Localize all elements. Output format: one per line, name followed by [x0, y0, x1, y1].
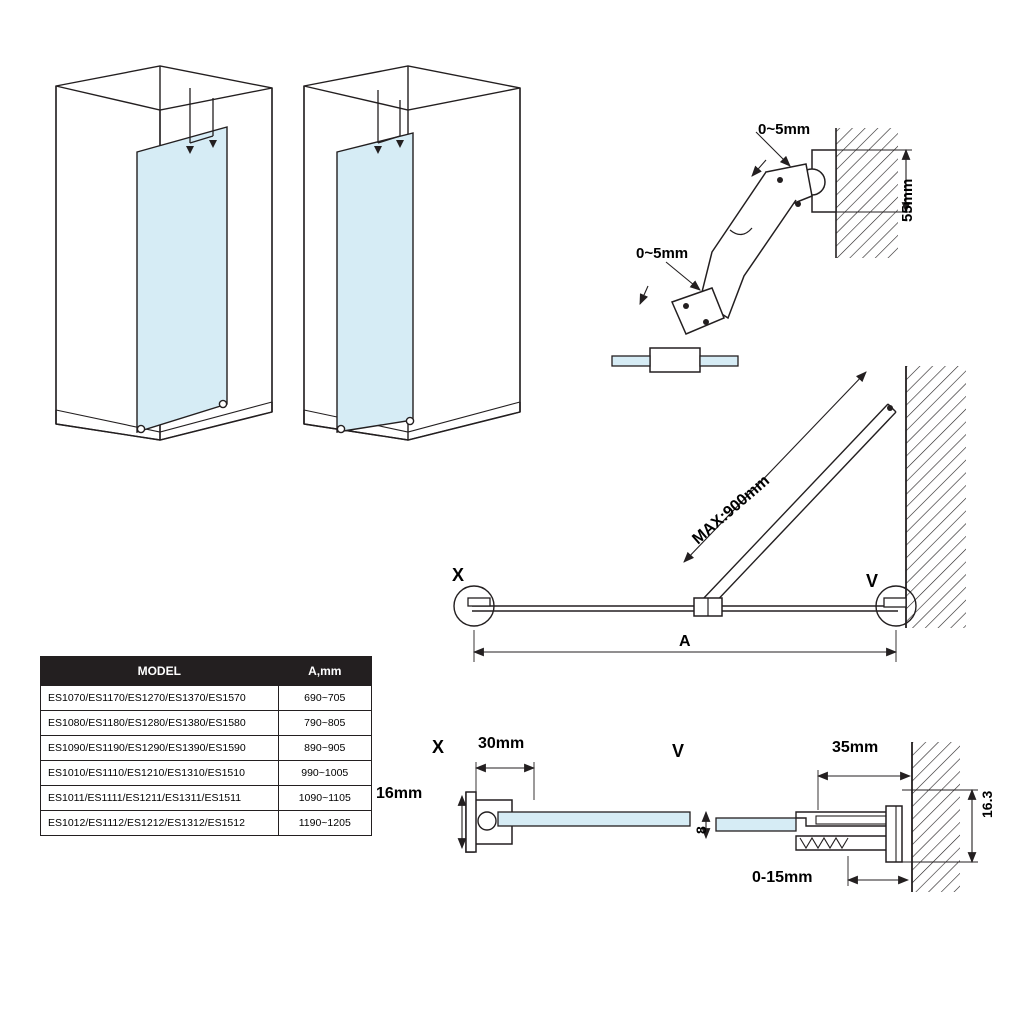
- table-cell-a: 690~705: [278, 686, 371, 711]
- label-profile-v-width: 35mm: [832, 739, 879, 756]
- label-bracket-gap-left: 0~5mm: [636, 245, 689, 262]
- table-header-model: MODEL: [41, 657, 279, 686]
- table-cell-model: ES1090/ES1190/ES1290/ES1390/ES1590: [41, 736, 279, 761]
- label-profile-x-height: 16mm: [376, 785, 423, 802]
- table-cell-model: ES1011/ES1111/ES1211/ES1311/ES1511: [41, 786, 279, 811]
- label-bracket-height: 55mm: [899, 178, 916, 222]
- table-cell-a: 990~1005: [278, 761, 371, 786]
- label-detail-v-title: V: [672, 741, 685, 761]
- table-cell-a: 790~805: [278, 711, 371, 736]
- label-profile-v-adjust: 0-15mm: [752, 869, 813, 886]
- label-bracket-gap-top: 0~5mm: [758, 121, 811, 138]
- label-profile-v-height: 16.3: [979, 790, 995, 818]
- label-detail-x-callout: X: [452, 565, 465, 585]
- label-width-a: A: [679, 633, 691, 650]
- table-row: [41, 736, 372, 761]
- iso-view-right: [304, 66, 520, 440]
- profile-detail-v: [706, 739, 978, 892]
- table-row: [41, 761, 372, 786]
- profile-detail-x: [462, 762, 690, 852]
- table-cell-a: 890~905: [278, 736, 371, 761]
- table-cell-model: ES1012/ES1112/ES1212/ES1312/ES1512: [41, 811, 279, 836]
- table-row: [41, 686, 372, 711]
- table-cell-a: 1190~1205: [278, 811, 371, 836]
- label-profile-v-glass: 8: [693, 826, 709, 834]
- table-cell-a: 1090~1105: [278, 786, 371, 811]
- iso-view-left: [56, 66, 272, 440]
- label-detail-x-title: X: [432, 737, 445, 757]
- table-cell-model: ES1070/ES1170/ES1270/ES1370/ES1570: [41, 686, 279, 711]
- label-profile-x-depth: 30mm: [478, 735, 525, 752]
- table-row: [41, 811, 372, 836]
- label-bar-max-length: MAX:900mm: [689, 472, 773, 549]
- plan-view: [454, 366, 966, 662]
- table-cell-model: ES1010/ES1110/ES1210/ES1310/ES1510: [41, 761, 279, 786]
- table-row: [41, 786, 372, 811]
- model-dimension-table: [40, 656, 372, 836]
- table-row: [41, 711, 372, 736]
- label-detail-v-callout: V: [866, 571, 879, 591]
- table-cell-model: ES1080/ES1180/ES1280/ES1380/ES1580: [41, 711, 279, 736]
- table-header-a: A,mm: [278, 657, 371, 686]
- table-header-row: [41, 657, 372, 686]
